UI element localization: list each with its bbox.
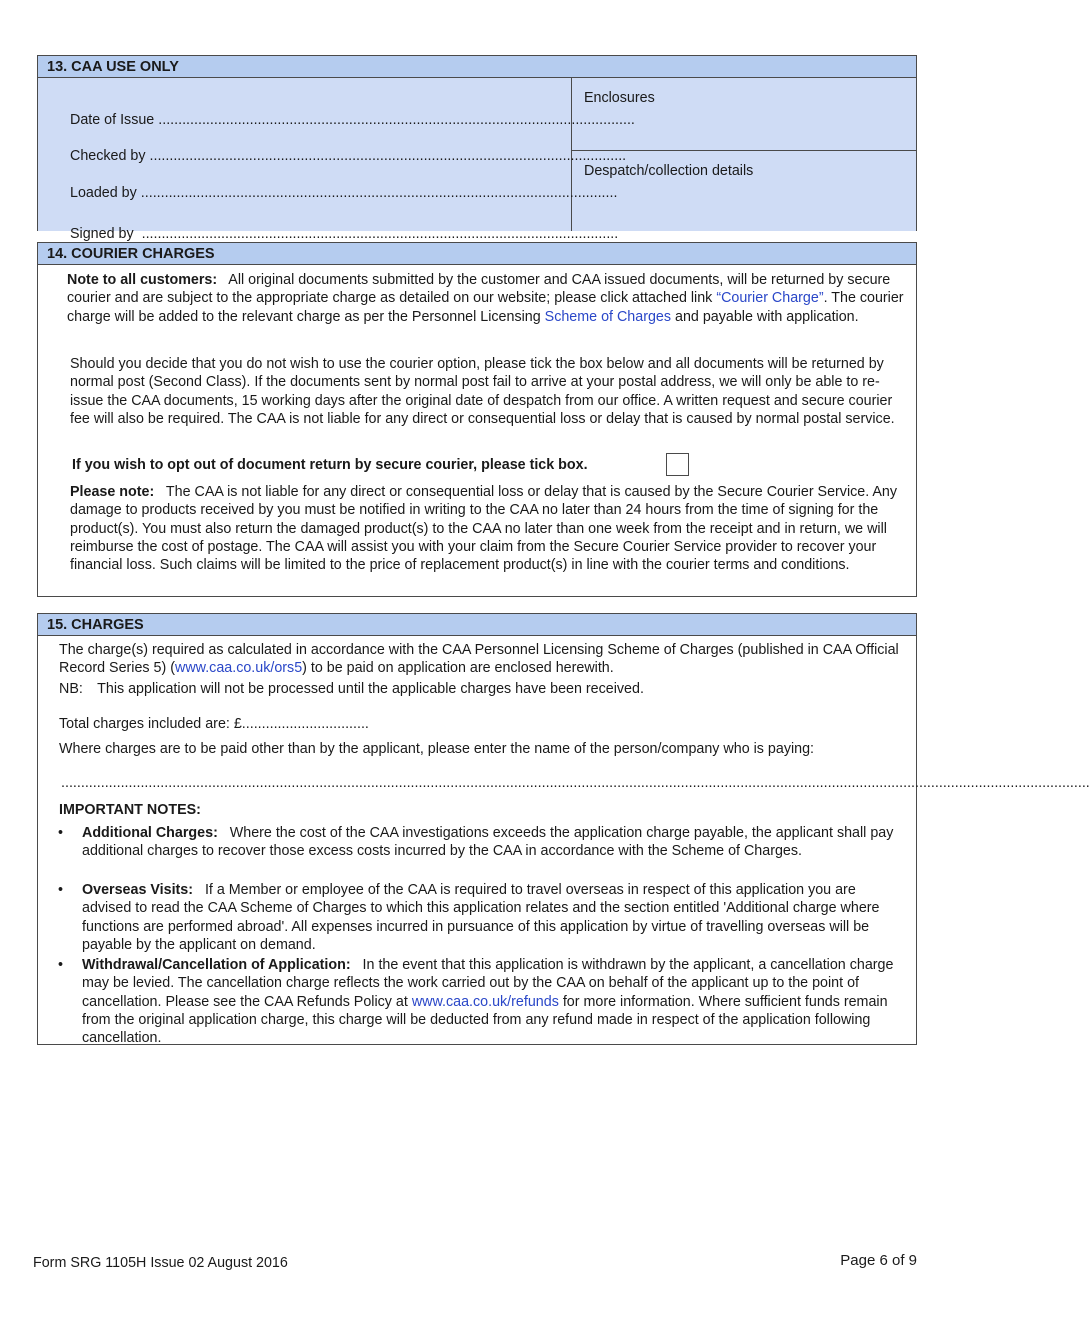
opt-out-label: If you wish to opt out of document return by secure courier, please tick box.	[72, 457, 588, 473]
total-charges-label: Total charges included are: £	[59, 716, 242, 732]
scheme-of-charges-link[interactable]: Scheme of Charges	[544, 308, 672, 325]
section-caa-use-only	[37, 55, 917, 242]
section-charges	[37, 613, 1090, 1047]
note-to-customers: Note to all customers: All original documents submitted by the customer and CAA issued documents, will be returned by secure courier and are subject to the appropriate charge as detailed on our website; please click attached link “Courier Charge”. The courier charge will be added to the relevant charge as per the Personnel Licensing Scheme of Charges and payable with application.	[67, 272, 904, 325]
form-reference: Form SRG 1105H Issue 02 August 2016	[33, 1255, 288, 1271]
payer-name-field[interactable]: ...................................................................................................................................................................................................................................................................	[61, 775, 1090, 791]
normal-post-paragraph: Should you decide that you do not wish to use the courier option, please tick the box below and all documents will be returned by normal post (Second Class). If the documents sent by normal post fail to arrive at your postal address, we will only be able to re-issue the CAA documents, 15 working days after the original date of despatch from our office. A written request and secure courier fee will also be required. The CAA is not liable for any direct or consequential loss or delay that is caused by normal postal service.	[70, 356, 895, 427]
date-of-issue-label: Date of Issue	[70, 112, 155, 128]
payer-instruction: Where charges are to be paid other than by the applicant, please enter the name of the person/company who is paying:	[59, 741, 815, 757]
total-charges-field[interactable]: Total charges included are: £................................	[59, 716, 369, 732]
overseas-visits-note: Overseas Visits: If a Member or employee of the CAA is required to travel overseas in respect of this application you are advised to read the CAA Scheme of Charges to which this application relates and the section entitled 'Additional charge where functions are performed abroad'. All expenses incurred in pursuance of this application by virtue of travelling overseas will be payable by the applicant on demand.	[82, 882, 880, 953]
checked-by-label: Checked by	[70, 148, 146, 164]
bullet-icon: •	[58, 882, 64, 898]
ors5-link[interactable]: www.caa.co.uk/ors5	[175, 660, 303, 677]
section-courier-charges	[37, 242, 917, 597]
signed-by-label: Signed by	[70, 226, 134, 242]
date-of-issue-field[interactable]: Date of Issue ........................................................................................................................	[70, 112, 635, 128]
bullet-icon: •	[58, 825, 64, 841]
page-number: Page 6 of 9	[840, 1252, 917, 1269]
opt-out-checkbox[interactable]	[666, 453, 689, 476]
section-title: 15. CHARGES	[38, 614, 916, 636]
loaded-by-label: Loaded by	[70, 185, 137, 201]
enclosures-label: Enclosures	[584, 90, 655, 106]
please-note-paragraph: Please note: The CAA is not liable for any direct or consequential loss or delay that is caused by the Secure Courier Service. Any damage to products received by you must be notified in writing to the CAA no later than 24 hours from the time of signing for the product(s). You must also return the damaged product(s) to the CAA no later than one week from the receipt and in return, we will reimburse the cost of postage. The CAA will assist you with your claim from the Secure Courier Service provider to recover your financial loss. Such claims will be limited to the price of replacement product(s) in line with the courier terms and conditions.	[70, 484, 898, 574]
loaded-by-field[interactable]: Loaded by ........................................................................................................................	[70, 185, 618, 201]
section-title: 14. COURIER CHARGES	[38, 243, 916, 265]
caa-use-body	[38, 78, 916, 242]
signed-by-field[interactable]: Signed by ........................................................................................................................	[70, 226, 619, 242]
refunds-link[interactable]: www.caa.co.uk/refunds	[411, 993, 559, 1010]
courier-charge-link[interactable]: “Courier Charge”	[716, 290, 824, 307]
withdrawal-note: Withdrawal/Cancellation of Application: In the event that this application is withdrawn by the applicant, a cancellation charge may be levied. The cancellation charge reflects the work carried out by the CAA on behalf of the applicant up to the point of cancellation. Please see the CAA Refunds Policy at www.caa.co.uk/refunds for more information. Where sufficient funds remain from the original application charge, this charge will be deducted from any refund made in respect of the application following cancellation.	[82, 957, 894, 1047]
section-title: 13. CAA USE ONLY	[38, 56, 916, 78]
bullet-icon: •	[58, 957, 64, 973]
checked-by-field[interactable]: Checked by ........................................................................................................................	[70, 148, 627, 164]
nb-note: NB: This application will not be processed until the applicable charges have been received.	[59, 681, 644, 697]
charges-intro: The charge(s) required as calculated in accordance with the CAA Personnel Licensing Scheme of Charges (published in CAA Official Record Series 5) (www.caa.co.uk/ors5) to be paid on application are enclosed herewith.	[59, 642, 899, 677]
additional-charges-note: Additional Charges: Where the cost of the CAA investigations exceeds the application charge payable, the applicant shall pay additional charges to recover those excess costs incurred by the CAA in accordance with the Scheme of Charges.	[82, 825, 894, 860]
important-notes-heading: IMPORTANT NOTES:	[59, 802, 201, 818]
despatch-label: Despatch/collection details	[584, 163, 754, 179]
